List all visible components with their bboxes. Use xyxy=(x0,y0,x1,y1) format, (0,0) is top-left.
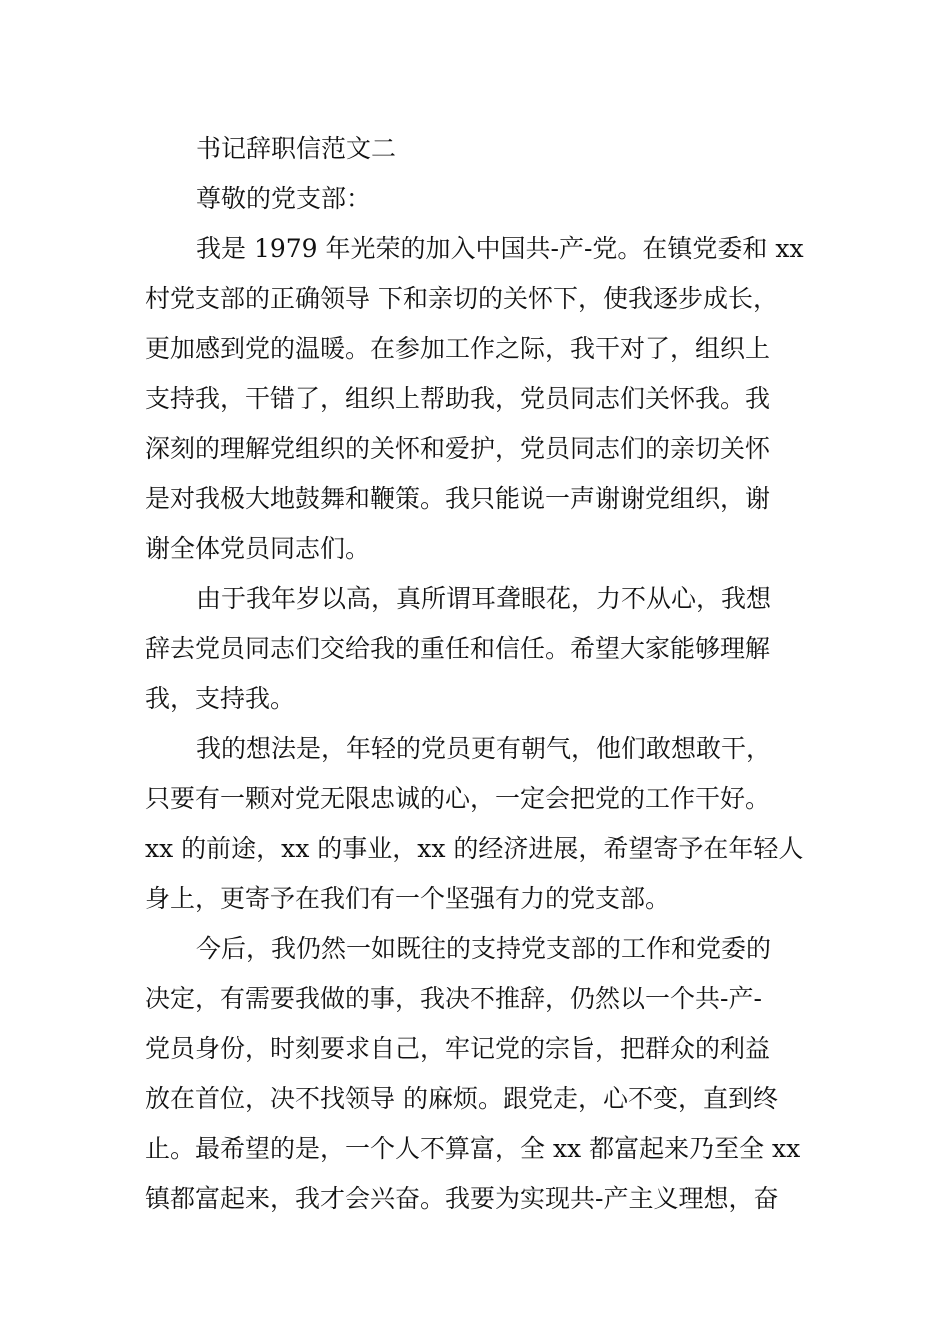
text-line: 镇都富起来，我才会兴奋。我要为实现共-产主义理想，奋 xyxy=(145,1184,779,1213)
text-line: 党员身份，时刻要求自己，牢记党的宗旨，把群众的利益 xyxy=(145,1034,771,1063)
text-line: 今后，我仍然一如既往的支持党支部的工作和党委的 xyxy=(196,934,772,963)
text-line: 我是 1979 年光荣的加入中国共-产-党。在镇党委和 xx xyxy=(196,234,804,263)
salutation: 尊敬的党支部： xyxy=(196,184,372,213)
text-line: 辞去党员同志们交给我的重任和信任。希望大家能够理解 xyxy=(145,634,771,663)
text-line: 谢全体党员同志们。 xyxy=(145,534,371,563)
text-line: 身上，更寄予在我们有一个坚强有力的党支部。 xyxy=(145,884,671,913)
text-line: 由于我年岁以高，真所谓耳聋眼花，力不从心，我想 xyxy=(196,584,772,613)
document-title: 书记辞职信范文二 xyxy=(196,134,397,163)
text-line: 支持我，干错了，组织上帮助我，党员同志们关怀我。我 xyxy=(145,384,771,413)
text-line: 放在首位，决不找领导 的麻烦。跟党走，心不变，直到终 xyxy=(145,1084,778,1113)
text-line: 深刻的理解党组织的关怀和爱护，党员同志们的亲切关怀 xyxy=(145,434,771,463)
text-line: 是对我极大地鼓舞和鞭策。我只能说一声谢谢党组织，谢 xyxy=(145,484,771,513)
text-line: 止。最希望的是，一个人不算富，全 xx 都富起来乃至全 xx xyxy=(145,1134,801,1163)
text-line: 更加感到党的温暖。在参加工作之际，我干对了，组织上 xyxy=(145,334,771,363)
text-line: xx 的前途，xx 的事业，xx 的经济进展，希望寄予在年轻人 xyxy=(145,834,804,863)
text-line: 我，支持我。 xyxy=(145,684,296,713)
text-line: 只要有一颗对党无限忠诚的心，一定会把党的工作干好。 xyxy=(145,784,771,813)
text-line: 我的想法是，年轻的党员更有朝气，他们敢想敢干， xyxy=(196,734,772,763)
text-line: 决定，有需要我做的事，我决不推辞，仍然以一个共-产- xyxy=(145,984,762,1013)
text-line: 村党支部的正确领导 下和亲切的关怀下，使我逐步成长， xyxy=(145,284,778,313)
